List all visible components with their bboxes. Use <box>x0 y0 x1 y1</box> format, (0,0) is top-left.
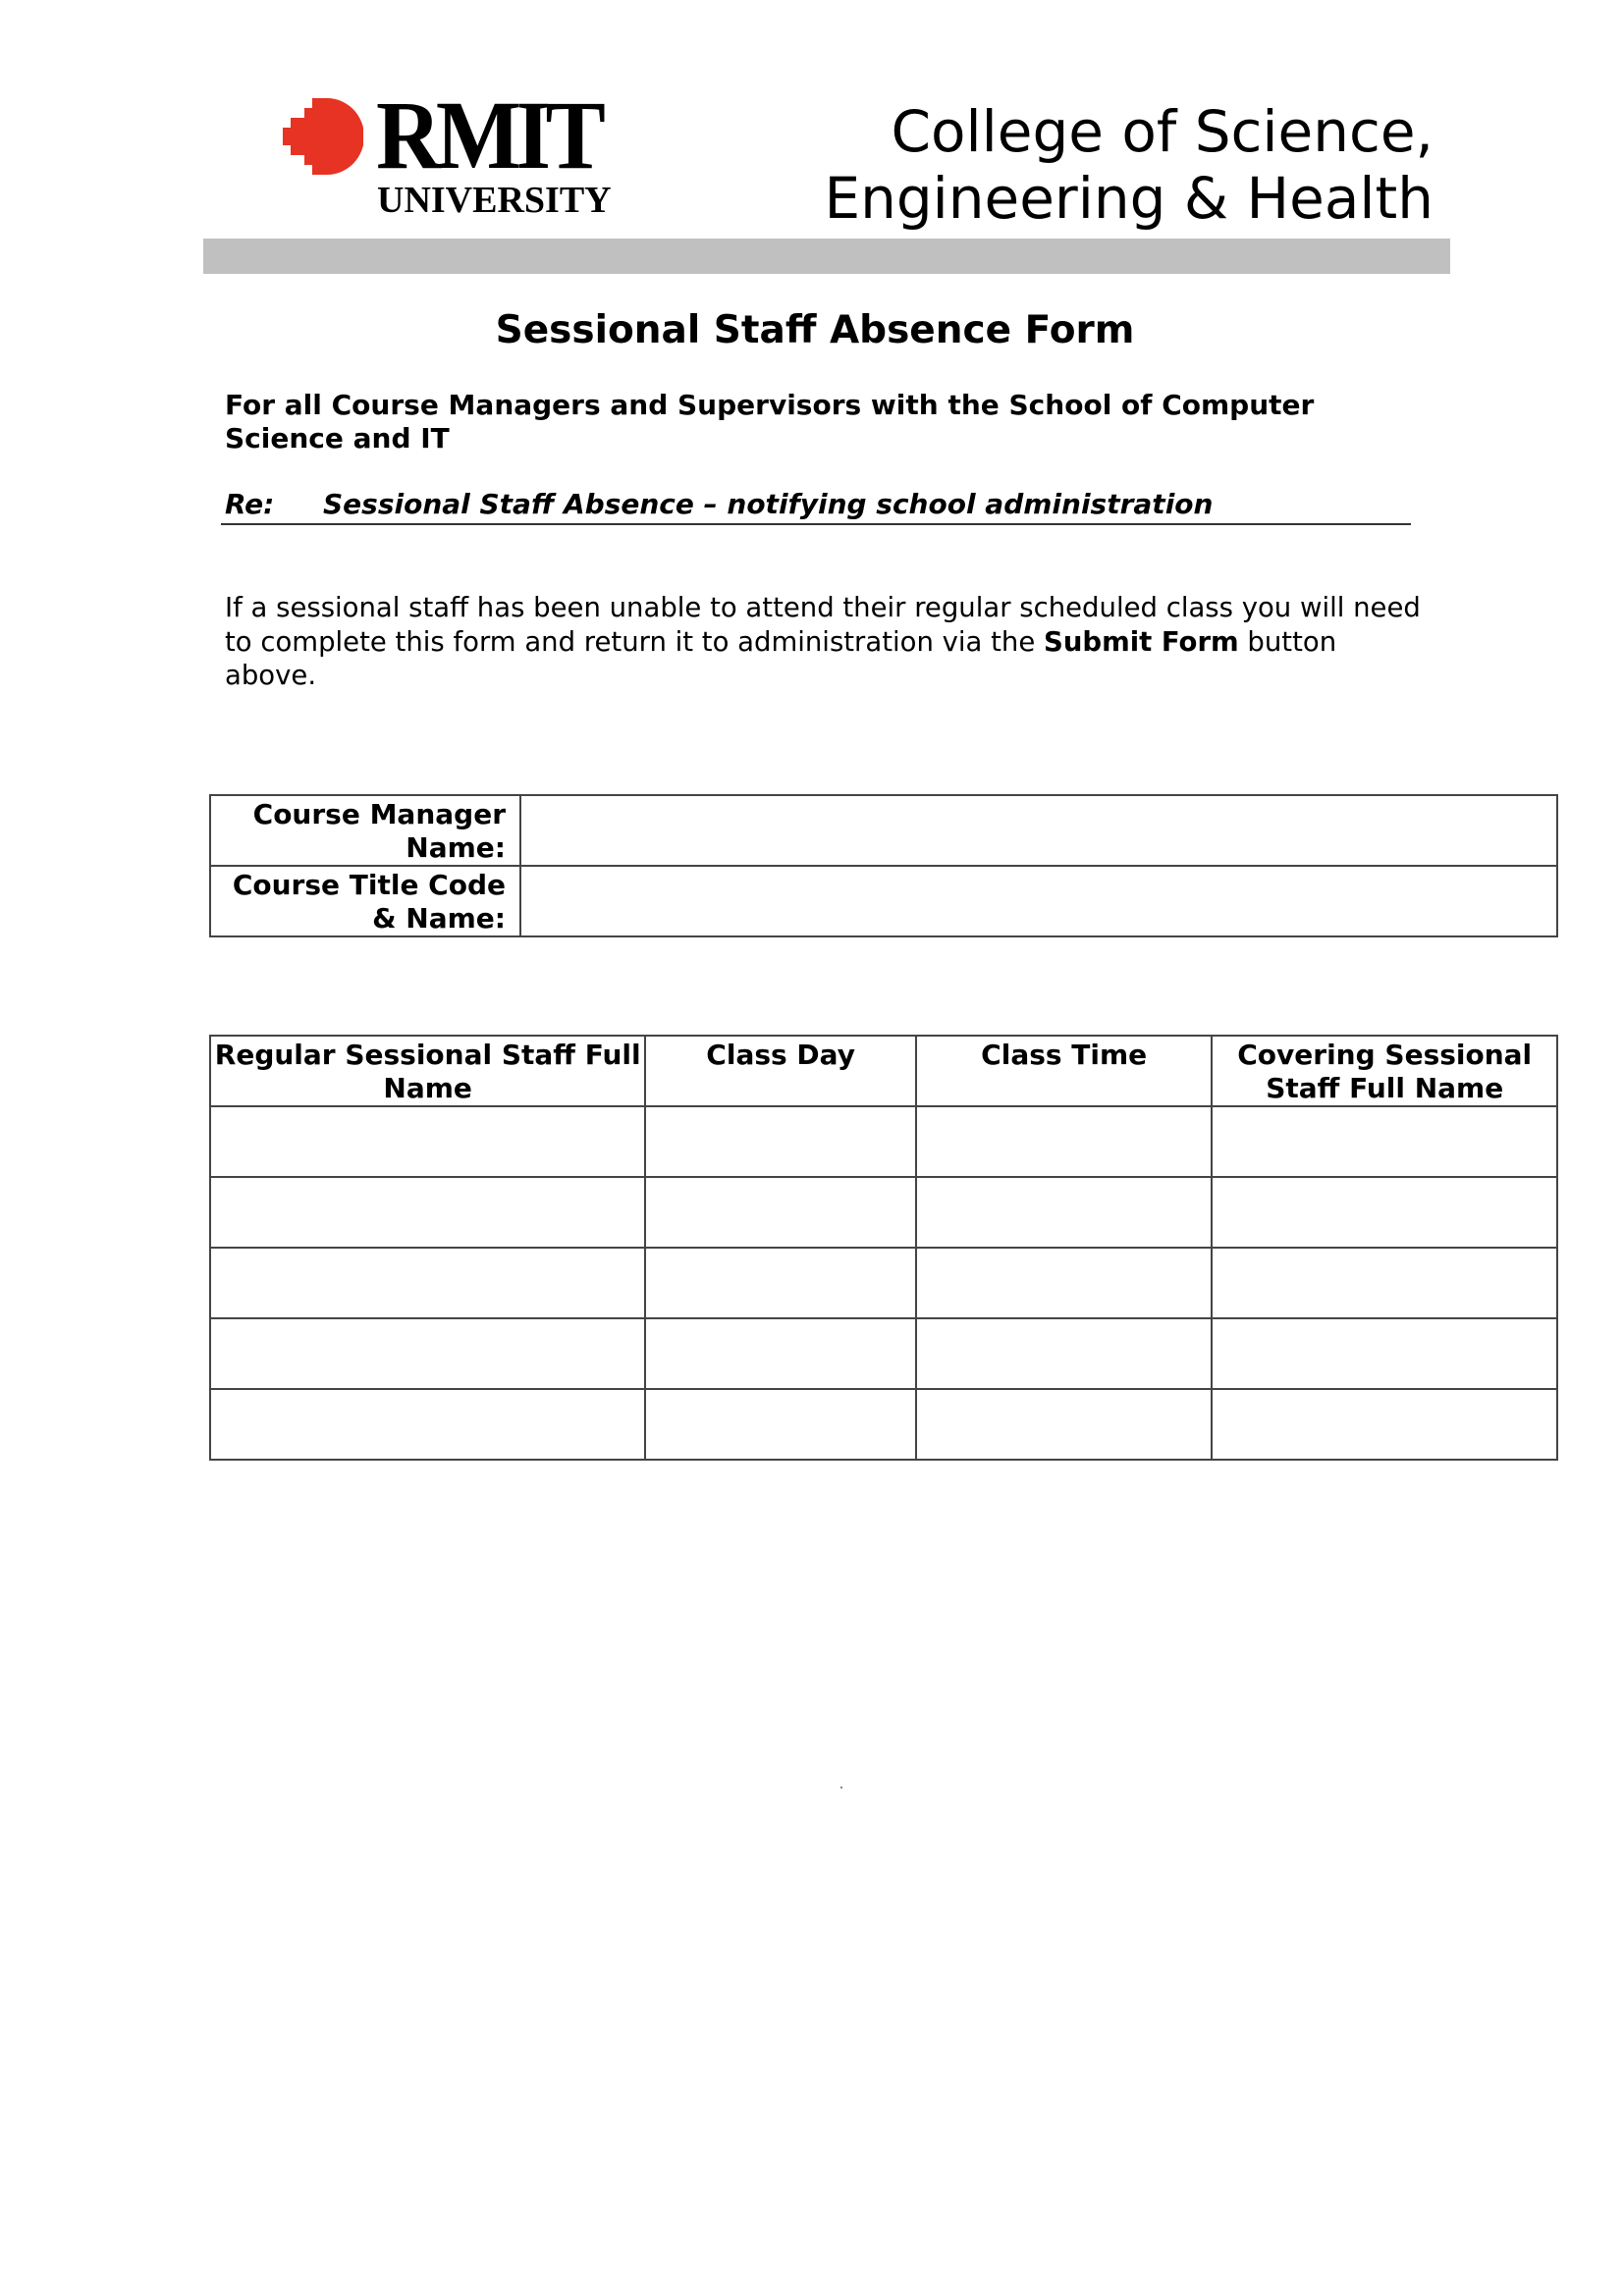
re-subject: Sessional Staff Absence – notifying school administration <box>323 488 1214 520</box>
class-time-field[interactable] <box>916 1389 1213 1460</box>
class-day-field[interactable] <box>645 1177 916 1248</box>
header-class-time: Class Time <box>916 1036 1213 1106</box>
covering-staff-field[interactable] <box>1212 1106 1557 1177</box>
logo-wordmark: RMIT <box>376 80 601 189</box>
covering-staff-field[interactable] <box>1212 1389 1557 1460</box>
header-covering-staff: Covering Sessional Staff Full Name <box>1212 1036 1557 1106</box>
header-divider-bar <box>203 239 1450 274</box>
covering-staff-field[interactable] <box>1212 1177 1557 1248</box>
college-line-1: College of Science, <box>891 98 1434 165</box>
instructions-paragraph <box>225 591 1423 693</box>
logo-subtitle: UNIVERSITY <box>377 180 612 221</box>
course-title-field[interactable] <box>520 866 1557 936</box>
instructions-text: If a sessional staff has been unable to attend their regular scheduled class you will need to complete this form and return it to administration via the <box>225 592 1421 658</box>
class-time-field[interactable] <box>916 1106 1213 1177</box>
intro-heading: For all Course Managers and Supervisors with the School of Computer Science and IT <box>225 389 1315 454</box>
class-day-field[interactable] <box>645 1106 916 1177</box>
table-row <box>210 795 1557 866</box>
table-row <box>210 1248 1557 1318</box>
class-day-field[interactable] <box>645 1248 916 1318</box>
regular-staff-field[interactable] <box>210 1389 645 1460</box>
table-row <box>210 1106 1557 1177</box>
rmit-logo-mark <box>283 98 363 175</box>
table-row <box>210 1389 1557 1460</box>
class-time-field[interactable] <box>916 1177 1213 1248</box>
covering-staff-field[interactable] <box>1212 1248 1557 1318</box>
submit-form-reference: Submit Form <box>1044 625 1239 658</box>
covering-staff-field[interactable] <box>1212 1318 1557 1389</box>
regular-staff-field[interactable] <box>210 1318 645 1389</box>
absence-table <box>209 1035 1558 1461</box>
table-header-row <box>210 1036 1557 1106</box>
class-day-field[interactable] <box>645 1389 916 1460</box>
table-row <box>210 1177 1557 1248</box>
table-row <box>210 866 1557 936</box>
header-class-day: Class Day <box>645 1036 916 1106</box>
re-line <box>225 488 1411 521</box>
class-day-field[interactable] <box>645 1318 916 1389</box>
instructions-text-end: button above. <box>225 625 1337 691</box>
course-title-label: Course Title Code & Name: <box>210 866 520 936</box>
college-name <box>824 98 1434 232</box>
regular-staff-field[interactable] <box>210 1248 645 1318</box>
form-title: Sessional Staff Absence Form <box>495 308 1135 352</box>
college-line-2: Engineering & Health <box>824 165 1434 232</box>
class-time-field[interactable] <box>916 1248 1213 1318</box>
course-manager-field[interactable] <box>520 795 1557 866</box>
course-details-table <box>209 794 1558 937</box>
re-label: Re: <box>225 488 275 520</box>
regular-staff-field[interactable] <box>210 1177 645 1248</box>
header-regular-staff: Regular Sessional Staff Full Name <box>210 1036 645 1106</box>
re-underline <box>221 523 1411 525</box>
stray-dot <box>840 1787 842 1789</box>
regular-staff-field[interactable] <box>210 1106 645 1177</box>
class-time-field[interactable] <box>916 1318 1213 1389</box>
table-row <box>210 1318 1557 1389</box>
course-manager-label: Course Manager Name: <box>210 795 520 866</box>
